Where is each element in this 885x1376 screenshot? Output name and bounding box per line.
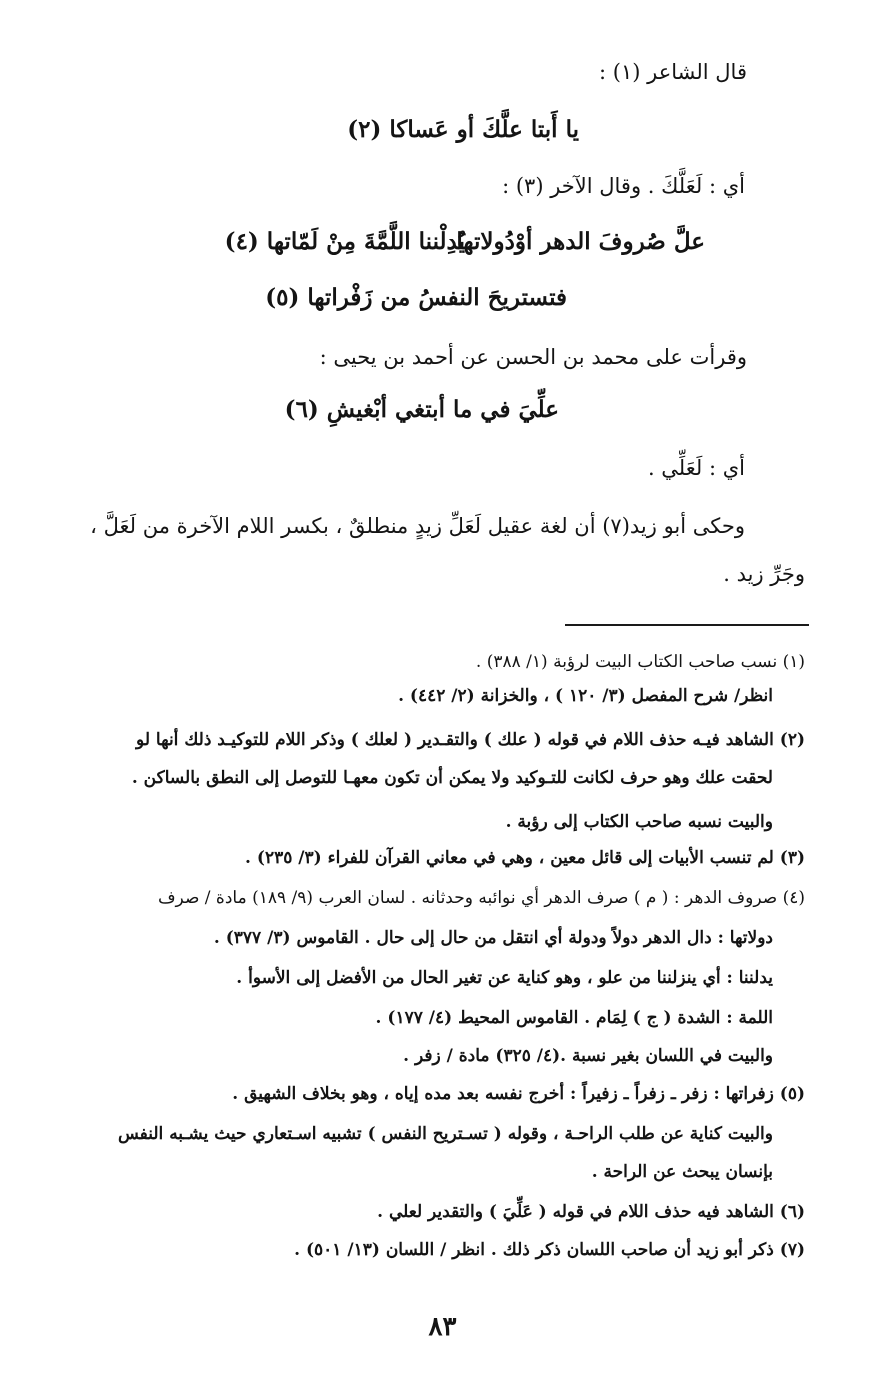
- verse-1: يا أَبتا علَّكَ أو عَساكا (٢): [347, 116, 579, 143]
- verse-2-hemistich-2: يُدِلْننا اللَّمَّةَ مِنْ لَمّاتها (٤): [224, 228, 465, 255]
- footnote-4-line-2: دولاتها : دال الدهر دولاً ودولة أي انتقل من حال إلى حال . القاموس (٣/ ٣٧٧) .: [213, 928, 773, 948]
- footnote-4-line-4: اللمة : الشدة ( ج ) لِمَام . القاموس المحيط (٤/ ١٧٧) .: [375, 1008, 773, 1028]
- footnote-7: (٧) ذكر أبو زيد أن صاحب اللسان ذكر ذلك . انظر / اللسان (١٣/ ٥٠١) .: [294, 1240, 805, 1260]
- footnote-5-line-3: بإنسان يبحث عن الراحة .: [591, 1162, 773, 1182]
- body-line-3: وقرأت على محمد بن الحسن عن أحمد بن يحيى :: [319, 345, 747, 369]
- footnote-3: (٣) لم تنسب الأبيات إلى قائل معين ، وهي في معاني القرآن للفراء (٣/ ٢٣٥) .: [245, 848, 805, 868]
- footnote-5-line-1: (٥) زفراتها : زفر ـ زفراً ـ زفيراً : أخرج نفسه بعد مده إياه ، وهو بخلاف الشهيق .: [232, 1084, 805, 1104]
- verse-2-hemistich-1: علَّ صُروفَ الدهر أوْدُولاتها: [456, 228, 705, 255]
- footnote-2-line-2: لحقت علك وهو حرف لكانت للتـوكيد ولا يمكن أن تكون معهـا للتوصل إلى النطق بالساكن .: [131, 768, 773, 788]
- footnote-2-line-1: (٢) الشاهد فيـه حذف اللام في قوله ( علك ) والتقـدير ( لعلك ) وذكر اللام للتوكيـد ذلك أنها لو: [136, 730, 805, 750]
- body-line-2: أي : لَعَلَّكَ . وقال الآخر (٣) :: [502, 174, 745, 198]
- footnote-4-line-1: (٤) صروف الدهر : ( م ) صرف الدهر أي نوائبه وحدثانه . لسان العرب (٩/ ١٨٩) مادة / صرف: [157, 888, 805, 908]
- footnote-6: (٦) الشاهد فيه حذف اللام في قوله ( عَلِّيَ ) والتقدير لعلي .: [377, 1202, 805, 1222]
- footnote-4-line-3: يدلننا : أي ينزلننا من علو ، وهو كناية عن تغير الحال من الأفضل إلى الأسوأ .: [236, 968, 773, 988]
- footnote-1-line-2: انظر/ شرح المفصل (٣/ ١٢٠ ) ، والخزانة (٢/ ٤٤٢) .: [398, 686, 773, 706]
- footnote-1-line-1: (١) نسب صاحب الكتاب البيت لرؤبة (١/ ٣٨٨) .: [475, 652, 805, 672]
- body-line-4: أي : لَعَلِّي .: [647, 456, 745, 480]
- body-line-6: وجَرِّ زيد .: [723, 562, 805, 586]
- page-number: ٨٣: [428, 1312, 457, 1342]
- footnote-separator: [565, 624, 809, 626]
- body-line-1: قال الشاعر (١) :: [599, 60, 747, 84]
- verse-4: علِّيَ في ما أبتغي أبْغيشِ (٦): [284, 396, 559, 423]
- body-line-5: وحكى أبو زيد(٧) أن لغة عقيل لَعَلِّ زيدٍ منطلقٌ ، بكسر اللام الآخرة من لَعَلَّ ،: [90, 514, 745, 538]
- footnote-2-line-3: والبيت نسبه صاحب الكتاب إلى رؤبة .: [505, 812, 773, 832]
- verse-3: فتستريحَ النفسُ من زَفْراتها (٥): [265, 284, 567, 311]
- footnote-4-line-5: والبيت في اللسان بغير نسبة .(٤/ ٣٢٥) مادة / زفر .: [403, 1046, 773, 1066]
- footnote-5-line-2: والبيت كناية عن طلب الراحـة ، وقوله ( تسـتريح النفس ) تشبيه اسـتعاري حيث يشـبه النفس: [117, 1124, 773, 1144]
